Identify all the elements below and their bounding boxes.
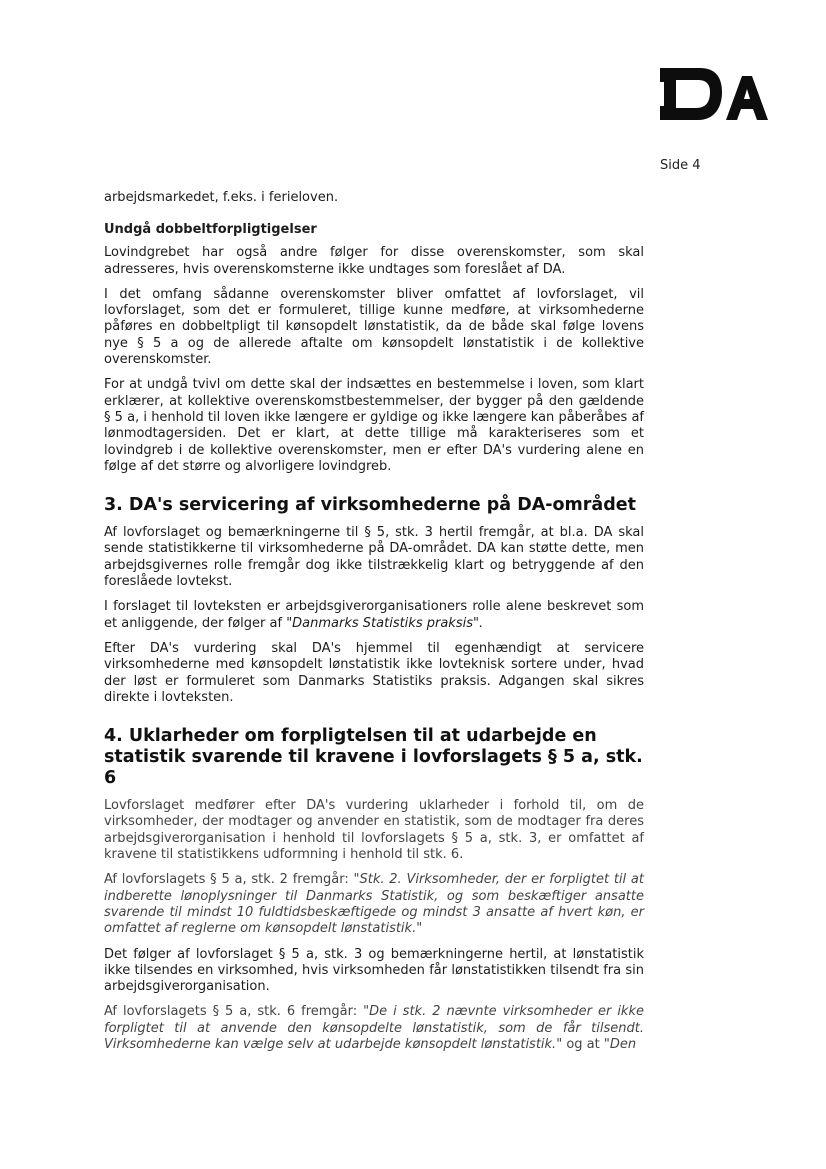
paragraph bbox=[104, 599, 644, 632]
paragraph: Lovforslaget medfører efter DA's vurdering uklarheder i forhold til, om de virksomheder, der modtager og anvender en statistik, som de modtager fra deres arbejdsgiverorganisation i henhold til lovforslagets § 5 a, stk. 3, er omfattet af kravene til statistikkens udformning i henhold til stk. 6. bbox=[104, 798, 644, 863]
paragraph: Lovindgrebet har også andre følger for disse overenskomster, som skal adresseres, hvis overenskomsterne ikke undtages som foreslået af DA. bbox=[104, 245, 644, 277]
quote: "Den bbox=[603, 1036, 637, 1052]
paragraph bbox=[104, 872, 644, 937]
quote: "De i stk. 2 nævnte virksomheder er ikke forpligtet til at anvende den kønsopdelte lønstatistik, som de får tilsendt. Virksomhederne kan vælge selv at udarbejde kønsopdelt lønstatistik." bbox=[104, 1004, 644, 1052]
document-body bbox=[104, 190, 644, 1062]
section-heading-4: 4. Uklarheder om forpligtelsen til at udarbejde en statistik svarende til kravene i lovforslagets § 5 a, stk. 6 bbox=[104, 726, 643, 789]
quote: "Danmarks Statistiks praksis". bbox=[286, 615, 484, 631]
paragraph: arbejdsmarkedet, f.eks. i ferieloven. bbox=[104, 190, 339, 205]
paragraph: Af lovforslaget og bemærkningerne til § 5, stk. 3 hertil fremgår, at bl.a. DA skal sende statistikkerne til virksomhederne på DA-området. DA kan støtte dette, men arbejdsgivernes rolle fremgår dog ikke tilstrækkelig klart og betryggende af den foreslåede lovtekst. bbox=[104, 525, 644, 590]
section-heading-3: 3. DA's servicering af virksomhederne på DA-området bbox=[104, 495, 636, 516]
text-run: og at bbox=[562, 1036, 604, 1052]
text-run: I forslaget til lovteksten er arbejdsgiverorganisationers rolle alene beskrevet som et anliggende, der følger af bbox=[104, 599, 644, 631]
text-run: Af lovforslagets § 5 a, stk. 2 fremgår: bbox=[104, 872, 354, 888]
quote: "Stk. 2. Virksomheder, der er forpligtet til at indberette lønoplysninger til Danmarks Statistik, og som beskæftiger ansatte svarende til mindst 10 fuldtidsbeskæftigede og mindst 3 ansatte af hvert køn, er omfattet af reglerne om kønsopdelt lønstatistik." bbox=[104, 872, 644, 937]
da-logo bbox=[660, 62, 770, 132]
text-run: Af lovforslagets § 5 a, stk. 6 fremgår: bbox=[104, 1004, 364, 1020]
paragraph: For at undgå tvivl om dette skal der indsættes en bestemmelse i loven, som klart erklærer, at kollektive overenskomstbestemmelser, der bygger på den gældende § 5 a, i henhold til loven ikke længere er gyldige og ikke længere kan påberåbes af lønmodtagersiden. Det er klart, at dette tillige må karakteriseres som et lovindgreb i de kollektive overenskomster, men er efter DA's vurdering alene en følge af det større og alvorligere lovindgreb. bbox=[104, 377, 644, 474]
paragraph bbox=[104, 1004, 644, 1053]
subheading-dobbeltforpligtigelser: Undgå dobbeltforpligtigelser bbox=[104, 222, 317, 238]
paragraph: Det følger af lovforslaget § 5 a, stk. 3 og bemærkningerne hertil, at lønstatistik ikke tilsendes en virksomhed, hvis virksomheden får lønstatistikken tilsendt fra sin arbejdsgiverorganisation. bbox=[104, 946, 644, 995]
paragraph: Efter DA's vurdering skal DA's hjemmel til egenhændigt at servicere virksomhederne med kønsopdelt lønstatistik ikke lovteknisk sortere under, hvad der løst er formuleret som Danmarks Statistiks praksis. Adgangen skal sikres direkte i lovteksten. bbox=[104, 640, 644, 705]
paragraph: I det omfang sådanne overenskomster bliver omfattet af lovforslaget, vil lovforslaget, som det er formuleret, tillige kunne medføre, at virksomhederne påføres en dobbeltpligt til kønsopdelt lønstatistik, da de både skal følge lovens nye § 5 a og de allerede aftalte om kønsopdelt lønstatistik i de kollektive overenskomster. bbox=[104, 286, 644, 368]
page-number: Side 4 bbox=[660, 158, 701, 173]
